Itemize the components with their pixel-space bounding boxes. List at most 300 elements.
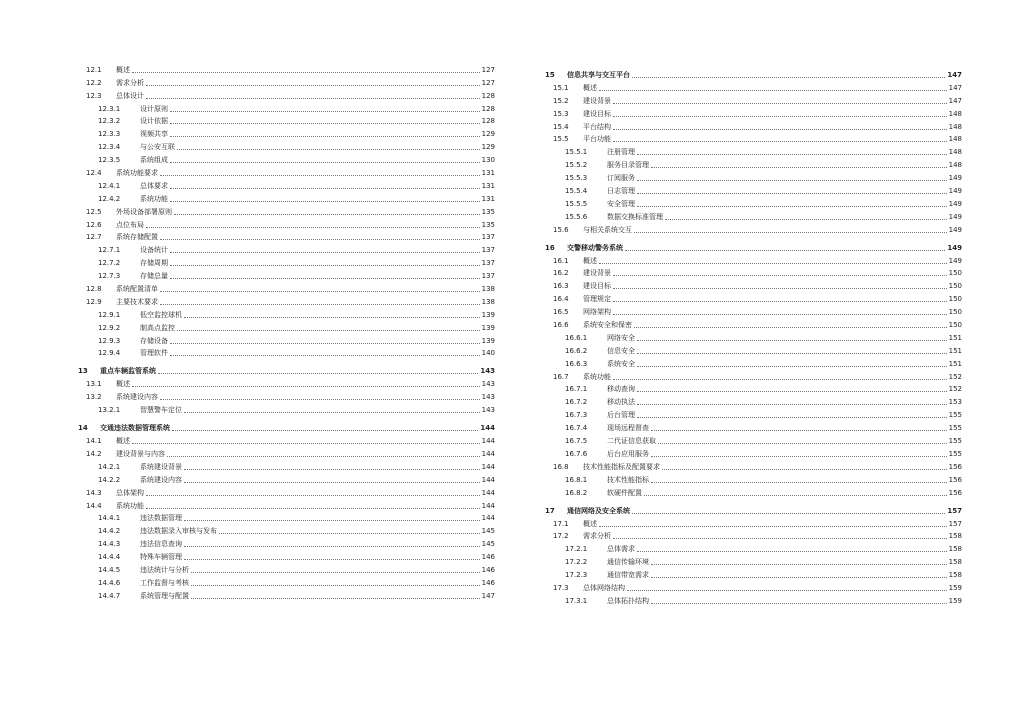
toc-entry-title: 系统功能要求 [116, 169, 158, 178]
toc-entry[interactable] [545, 502, 962, 516]
toc-entry-number: 15.5.6 [565, 212, 588, 221]
toc-entry-number: 13.2 [86, 393, 102, 402]
toc-entry-page: 147 [948, 96, 962, 105]
toc-entry-number: 12.1 [86, 65, 102, 74]
dot-leader [651, 564, 947, 565]
toc-entry[interactable] [545, 485, 962, 498]
toc-entry-number: 12.3.4 [98, 143, 121, 152]
dot-leader [146, 98, 480, 99]
toc-entry-page: 158 [948, 545, 962, 554]
toc-entry-title: 违法统计与分析 [140, 565, 189, 574]
toc-entry[interactable] [545, 80, 962, 93]
toc-entry-number: 14.4.5 [98, 565, 121, 574]
toc-entry-page: 151 [948, 359, 962, 368]
dot-leader [613, 103, 947, 104]
toc-entry[interactable] [545, 459, 962, 472]
toc-entry-number: 16.8 [553, 462, 569, 471]
toc-entry-title: 视频共享 [140, 130, 168, 139]
toc-entry[interactable] [545, 144, 962, 157]
dot-leader [613, 141, 947, 142]
toc-entry-title: 数据交换标准管理 [607, 212, 663, 221]
dot-leader [599, 90, 947, 91]
toc-entry-page: 140 [481, 349, 495, 358]
dot-leader [637, 180, 947, 181]
toc-entry-number: 15.6 [553, 225, 569, 234]
toc-entry[interactable] [545, 253, 962, 266]
dot-leader [191, 585, 480, 586]
toc-entry[interactable] [545, 343, 962, 356]
toc-entry[interactable] [78, 498, 495, 511]
dot-leader [146, 85, 480, 86]
dot-leader [613, 116, 947, 117]
toc-entry[interactable] [78, 346, 495, 359]
toc-entry-page: 149 [948, 256, 962, 265]
toc-entry-number: 12.9.3 [98, 336, 121, 345]
dot-leader [132, 386, 480, 387]
toc-entry[interactable] [78, 472, 495, 485]
dot-leader [637, 391, 947, 392]
dot-leader [637, 193, 947, 194]
toc-entry-page: 145 [481, 527, 495, 536]
toc-entry-page: 144 [481, 462, 495, 471]
dot-leader [651, 482, 947, 483]
toc-entry[interactable] [78, 575, 495, 588]
toc-entry[interactable] [78, 307, 495, 320]
toc-entry-page: 128 [481, 117, 495, 126]
toc-entry-title: 总体设计 [116, 91, 144, 100]
dot-leader [644, 495, 947, 496]
toc-entry-page: 144 [480, 424, 495, 433]
toc-entry[interactable] [78, 320, 495, 333]
dot-leader [160, 239, 480, 240]
toc-entry-page: 137 [481, 272, 495, 281]
toc-entry[interactable] [78, 294, 495, 307]
toc-entry[interactable] [78, 268, 495, 281]
toc-entry-page: 131 [481, 181, 495, 190]
toc-entry-title: 违法信息查询 [140, 540, 182, 549]
dot-leader [637, 206, 947, 207]
toc-entry[interactable] [78, 165, 495, 178]
toc-entry[interactable] [78, 230, 495, 243]
toc-entry-page: 157 [947, 506, 962, 515]
toc-entry-page: 158 [948, 571, 962, 580]
toc-entry-title: 智慧警车定位 [140, 406, 182, 415]
toc-entry-page: 137 [481, 233, 495, 242]
toc-entry-page: 155 [948, 411, 962, 420]
toc-entry-number: 12.9.1 [98, 310, 121, 319]
toc-entry-page: 148 [948, 148, 962, 157]
toc-entry[interactable] [545, 394, 962, 407]
dot-leader [167, 456, 480, 457]
toc-entry-number: 15.5.5 [565, 199, 588, 208]
toc-entry[interactable] [78, 191, 495, 204]
toc-entry[interactable] [545, 119, 962, 132]
toc-entry-page: 131 [481, 194, 495, 203]
toc-entry[interactable] [78, 242, 495, 255]
toc-entry[interactable] [78, 152, 495, 165]
toc-entry-number: 15.5.4 [565, 187, 588, 196]
toc-entry[interactable] [78, 562, 495, 575]
toc-entry-title: 移动执法 [607, 398, 635, 407]
dot-leader [637, 353, 947, 354]
toc-entry-title: 重点车辆监管系统 [100, 367, 156, 376]
toc-entry[interactable] [545, 554, 962, 567]
toc-entry-page: 147 [481, 591, 495, 600]
dot-leader [191, 598, 480, 599]
dot-leader [170, 162, 480, 163]
toc-entry[interactable] [78, 402, 495, 415]
toc-entry-page: 128 [481, 104, 495, 113]
toc-entry-title: 概述 [116, 380, 130, 389]
dot-leader [637, 340, 947, 341]
toc-entry[interactable] [78, 255, 495, 268]
toc-entry[interactable] [78, 126, 495, 139]
toc-entry-title: 概述 [116, 437, 130, 446]
toc-entry-number: 15.5 [553, 135, 569, 144]
toc-entry-title: 与相关系统交互 [583, 225, 632, 234]
toc-entry-page: 137 [481, 246, 495, 255]
toc-entry-number: 16.3 [553, 282, 569, 291]
toc-entry-title: 系统组成 [140, 156, 168, 165]
toc-entry-number: 16.7 [553, 372, 569, 381]
toc-entry-number: 12.3.5 [98, 156, 121, 165]
toc-entry[interactable] [78, 62, 495, 75]
dot-leader [132, 72, 480, 73]
toc-entry-title: 建设背景与内容 [116, 449, 165, 458]
toc-entry-title: 建设目标 [583, 282, 611, 291]
dot-leader [651, 603, 947, 604]
dot-leader [632, 77, 945, 78]
toc-entry-page: 131 [481, 169, 495, 178]
dot-leader [613, 314, 947, 315]
toc-entry-title: 网络架构 [583, 308, 611, 317]
dot-leader [637, 551, 947, 552]
dot-leader [170, 343, 480, 344]
dot-leader [184, 412, 480, 413]
toc-entry[interactable] [545, 317, 962, 330]
toc-entry-number: 12.3.2 [98, 117, 121, 126]
dot-leader [170, 355, 480, 356]
toc-entry[interactable] [545, 529, 962, 542]
toc-entry-number: 15.5.3 [565, 174, 588, 183]
toc-entry-number: 16.7.1 [565, 385, 588, 394]
toc-entry-title: 建设目标 [583, 109, 611, 118]
toc-entry-title: 系统安全 [607, 359, 635, 368]
toc-entry-title: 主要技术要求 [116, 297, 158, 306]
toc-entry-page: 143 [481, 406, 495, 415]
toc-entry[interactable] [545, 356, 962, 369]
toc-entry-page: 150 [948, 321, 962, 330]
toc-entry[interactable] [545, 567, 962, 580]
toc-entry-title: 与公安互联 [140, 143, 175, 152]
toc-entry[interactable] [545, 304, 962, 317]
dot-leader [191, 572, 480, 573]
toc-entry[interactable] [545, 170, 962, 183]
toc-entry-title: 安全管理 [607, 199, 635, 208]
toc-entry-title: 日志管理 [607, 187, 635, 196]
toc-entry[interactable] [78, 362, 495, 376]
dot-leader [613, 129, 947, 130]
toc-entry-number: 12.7.3 [98, 272, 121, 281]
toc-entry-number: 12.6 [86, 220, 102, 229]
dot-leader [632, 513, 945, 514]
toc-entry-title: 总体网络结构 [583, 583, 625, 592]
toc-entry[interactable] [78, 549, 495, 562]
toc-entry-title: 系统功能 [583, 372, 611, 381]
toc-entry-page: 155 [948, 424, 962, 433]
toc-entry[interactable] [545, 330, 962, 343]
toc-entry-number: 16.8.2 [565, 488, 588, 497]
toc-entry-number: 12.3.1 [98, 104, 121, 113]
toc-entry[interactable] [78, 459, 495, 472]
toc-entry-number: 12.4.1 [98, 181, 121, 190]
toc-entry[interactable] [545, 222, 962, 235]
dot-leader [184, 520, 480, 521]
toc-entry-page: 129 [481, 130, 495, 139]
toc-entry[interactable] [78, 433, 495, 446]
toc-entry[interactable] [78, 389, 495, 402]
toc-entry-number: 15.5.1 [565, 148, 588, 157]
toc-entry-page: 146 [481, 578, 495, 587]
toc-entry-title: 移动查询 [607, 385, 635, 394]
toc-entry-page: 138 [481, 297, 495, 306]
toc-entry-title: 交通违法数据管理系统 [100, 424, 170, 433]
toc-entry-title: 服务目录管理 [607, 161, 649, 170]
toc-entry-page: 156 [948, 475, 962, 484]
dot-leader [651, 167, 947, 168]
toc-entry-title: 后台应用服务 [607, 449, 649, 458]
dot-leader [170, 252, 480, 253]
toc-entry-title: 总体要求 [140, 181, 168, 190]
toc-entry-title: 二代证信息获取 [607, 437, 656, 446]
toc-entry-title: 存储周期 [140, 259, 168, 268]
toc-entry-number: 16.8.1 [565, 475, 588, 484]
toc-entry-title: 概述 [116, 65, 130, 74]
toc-entry[interactable] [545, 106, 962, 119]
toc-entry-page: 157 [948, 519, 962, 528]
dot-leader [613, 538, 947, 539]
toc-entry-title: 外场设备部署原则 [116, 207, 172, 216]
dot-leader [637, 366, 947, 367]
dot-leader [174, 214, 480, 215]
toc-entry[interactable] [78, 101, 495, 114]
toc-entry[interactable] [78, 217, 495, 230]
toc-entry[interactable] [545, 382, 962, 395]
toc-entry-page: 155 [948, 437, 962, 446]
dot-leader [170, 111, 480, 112]
dot-leader [634, 327, 947, 328]
toc-entry-title: 制高点监控 [140, 323, 175, 332]
toc-entry-page: 138 [481, 285, 495, 294]
toc-entry-number: 14.2.2 [98, 475, 121, 484]
toc-entry[interactable] [545, 157, 962, 170]
toc-entry-number: 14 [78, 424, 88, 433]
toc-entry[interactable] [78, 333, 495, 346]
toc-entry-number: 16.6.2 [565, 346, 588, 355]
toc-entry-number: 17.2.2 [565, 558, 588, 567]
dot-leader [627, 590, 947, 591]
dot-leader [613, 275, 947, 276]
toc-entry[interactable] [545, 541, 962, 554]
toc-entry-number: 14.4.4 [98, 553, 121, 562]
dot-leader [184, 482, 480, 483]
toc-column-left [78, 62, 495, 601]
toc-entry[interactable] [78, 446, 495, 459]
toc-entry-title: 现场远程督查 [607, 424, 649, 433]
toc-entry-page: 127 [481, 65, 495, 74]
toc-entry-page: 150 [948, 282, 962, 291]
toc-entry[interactable] [545, 593, 962, 606]
toc-entry[interactable] [545, 516, 962, 529]
dot-leader [170, 136, 480, 137]
dot-leader [613, 379, 947, 380]
toc-entry[interactable] [545, 93, 962, 106]
toc-entry-title: 通信网络及安全系统 [567, 506, 630, 515]
dot-leader [184, 317, 480, 318]
toc-entry-number: 15.2 [553, 96, 569, 105]
toc-entry-page: 139 [481, 336, 495, 345]
toc-entry-title: 系统建设内容 [116, 393, 158, 402]
toc-entry-page: 150 [948, 308, 962, 317]
dot-leader [177, 149, 480, 150]
toc-entry-page: 139 [481, 323, 495, 332]
toc-entry-title: 管理规定 [583, 295, 611, 304]
toc-column-right [545, 62, 962, 606]
toc-entry-title: 系统管理与配置 [140, 591, 189, 600]
toc-entry-page: 143 [481, 380, 495, 389]
toc-entry-title: 总体拓扑结构 [607, 596, 649, 605]
toc-entry-page: 129 [481, 143, 495, 152]
toc-entry-number: 14.4.1 [98, 514, 121, 523]
toc-entry[interactable] [78, 178, 495, 191]
toc-entry[interactable] [78, 485, 495, 498]
toc-entry[interactable] [545, 446, 962, 459]
dot-leader [219, 533, 480, 534]
toc-entry-number: 12.7.2 [98, 259, 121, 268]
toc-entry[interactable] [545, 291, 962, 304]
dot-leader [158, 373, 478, 374]
dot-leader [613, 288, 947, 289]
toc-entry[interactable] [545, 278, 962, 291]
toc-entry[interactable] [78, 139, 495, 152]
dot-leader [170, 123, 480, 124]
toc-entry[interactable] [78, 588, 495, 601]
toc-entry[interactable] [78, 376, 495, 389]
toc-entry-title: 违法数据管理 [140, 514, 182, 523]
toc-entry-title: 建设背景 [583, 96, 611, 105]
toc-entry-title: 需求分析 [583, 532, 611, 541]
toc-entry-page: 144 [481, 449, 495, 458]
toc-entry-page: 145 [481, 540, 495, 549]
toc-entry-page: 144 [481, 488, 495, 497]
toc-entry[interactable] [545, 66, 962, 80]
dot-leader [184, 559, 480, 560]
dot-leader [160, 291, 480, 292]
toc-entry-number: 16.7.6 [565, 449, 588, 458]
dot-leader [658, 443, 947, 444]
toc-entry-title: 技术性能指标 [607, 475, 649, 484]
toc-entry-page: 151 [948, 333, 962, 342]
toc-entry-number: 12.9.2 [98, 323, 121, 332]
dot-leader [665, 219, 947, 220]
toc-entry-title: 后台管理 [607, 411, 635, 420]
toc-entry-number: 14.2 [86, 449, 102, 458]
toc-entry-page: 146 [481, 565, 495, 574]
toc-entry[interactable] [545, 369, 962, 382]
toc-entry-number: 12.9 [86, 297, 102, 306]
toc-entry-page: 146 [481, 553, 495, 562]
toc-entry[interactable] [545, 266, 962, 279]
toc-entry-number: 12.9.4 [98, 349, 121, 358]
toc-entry-page: 151 [948, 346, 962, 355]
toc-entry-title: 系统建设背景 [140, 462, 182, 471]
toc-entry-title: 系统建设内容 [140, 475, 182, 484]
toc-entry-title: 设计原则 [140, 104, 168, 113]
toc-entry[interactable] [545, 239, 962, 253]
toc-entry[interactable] [545, 132, 962, 145]
dot-leader [184, 546, 480, 547]
toc-entry[interactable] [78, 536, 495, 549]
toc-entry[interactable] [545, 420, 962, 433]
toc-entry-title: 管理软件 [140, 349, 168, 358]
toc-entry[interactable] [78, 523, 495, 536]
toc-entry-number: 14.4.3 [98, 540, 121, 549]
toc-entry[interactable] [78, 419, 495, 433]
toc-entry-number: 12.4 [86, 169, 102, 178]
toc-entry[interactable] [78, 511, 495, 524]
toc-entry[interactable] [545, 183, 962, 196]
dot-leader [651, 456, 947, 457]
dot-leader [177, 330, 480, 331]
toc-entry-title: 注册管理 [607, 148, 635, 157]
toc-entry-title: 订阅服务 [607, 174, 635, 183]
toc-entry[interactable] [545, 433, 962, 446]
toc-entry-page: 147 [947, 71, 962, 79]
toc-entry-page: 152 [948, 385, 962, 394]
toc-entry-title: 系统功能 [116, 501, 144, 510]
toc-entry-number: 17 [545, 506, 555, 515]
toc-entry-page: 144 [481, 475, 495, 484]
toc-entry[interactable] [545, 472, 962, 485]
toc-entry-title: 总体架构 [116, 488, 144, 497]
toc-entry[interactable] [545, 580, 962, 593]
toc-entry-number: 15.4 [553, 122, 569, 131]
dot-leader [599, 263, 947, 264]
toc-entry[interactable] [545, 209, 962, 222]
toc-entry[interactable] [545, 196, 962, 209]
toc-entry-page: 159 [948, 596, 962, 605]
toc-entry-number: 14.4 [86, 501, 102, 510]
toc-entry[interactable] [78, 75, 495, 88]
dot-leader [637, 404, 947, 405]
toc-entry[interactable] [78, 204, 495, 217]
toc-entry-number: 16.1 [553, 256, 569, 265]
toc-entry[interactable] [78, 281, 495, 294]
dot-leader [160, 304, 480, 305]
dot-leader [662, 469, 947, 470]
toc-entry[interactable] [545, 407, 962, 420]
toc-entry-page: 152 [948, 372, 962, 381]
dot-leader [132, 443, 480, 444]
toc-entry-title: 系统安全和保密 [583, 321, 632, 330]
toc-entry-title: 存储总量 [140, 272, 168, 281]
toc-entry-number: 16.5 [553, 308, 569, 317]
toc-entry-title: 设计依据 [140, 117, 168, 126]
toc-entry[interactable] [78, 88, 495, 101]
toc-entry[interactable] [78, 114, 495, 127]
toc-entry-page: 144 [481, 501, 495, 510]
toc-entry-title: 系统功能 [140, 194, 168, 203]
